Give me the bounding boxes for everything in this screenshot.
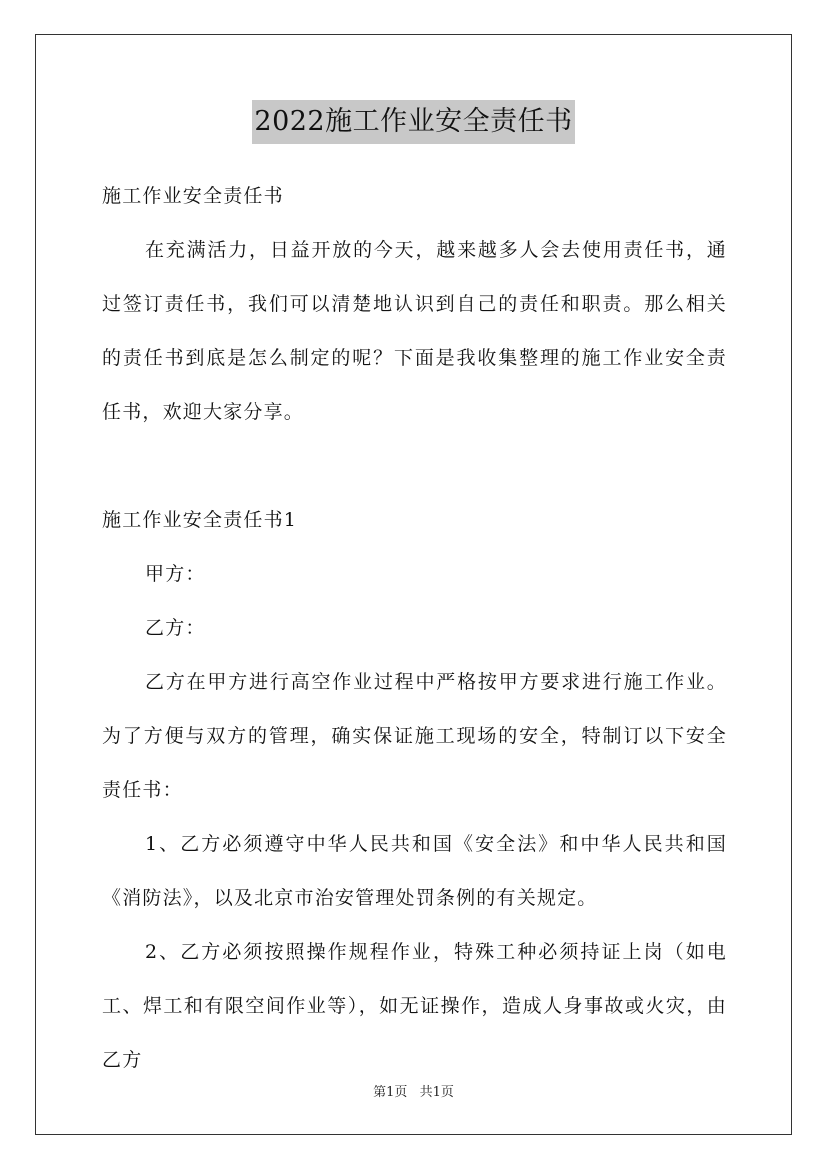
document-title: 2022施工作业安全责任书 (252, 100, 574, 144)
document-body (102, 169, 727, 1087)
title-container (0, 100, 827, 144)
page-number: 第1页 (373, 1085, 408, 1100)
section-heading-1: 施工作业安全责任书1 (102, 509, 298, 531)
clause-1: 1、乙方必须遵守中华人民共和国《安全法》和中华人民共和国《消防法》，以及北京市治安管理处罚条例的有关规定。 (102, 833, 727, 909)
party-a-line: 甲方： (145, 563, 206, 585)
page-footer (0, 1083, 827, 1103)
preamble-paragraph: 乙方在甲方进行高空作业过程中严格按甲方要求进行施工作业。为了方便与双方的管理，确实保证施工现场的安全，特制订以下安全责任书： (102, 671, 727, 801)
section-heading: 施工作业安全责任书 (102, 185, 284, 207)
party-b-line: 乙方： (145, 617, 206, 639)
page-total: 共1页 (419, 1085, 454, 1100)
clause-2: 2、乙方必须按照操作规程作业，特殊工种必须持证上岗（如电工、焊工和有限空间作业等），如无证操作，造成人身事故或火灾，由乙方 (102, 941, 727, 1071)
intro-paragraph: 在充满活力，日益开放的今天，越来越多人会去使用责任书，通过签订责任书，我们可以清楚地认识到自己的责任和职责。那么相关的责任书到底是怎么制定的呢？下面是我收集整理的施工作业安全责任书，欢迎大家分享。 (102, 239, 727, 423)
paragraph-gap (102, 439, 727, 493)
